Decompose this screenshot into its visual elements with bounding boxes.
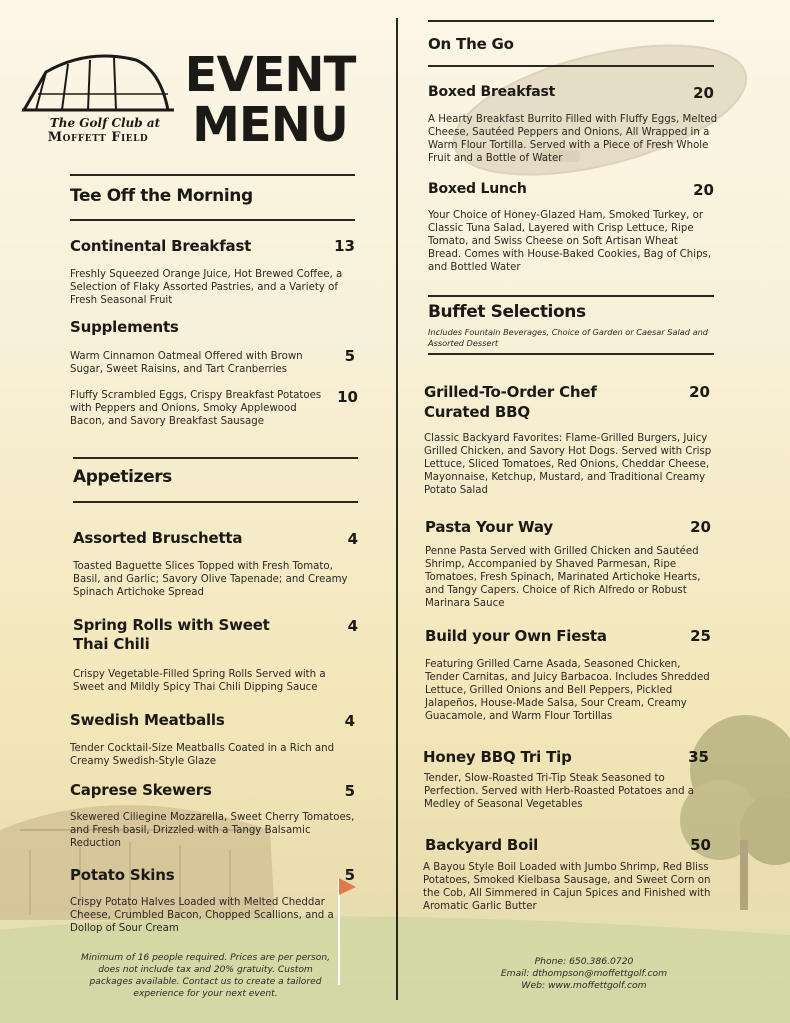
divider: [70, 174, 355, 176]
item-name: Boxed Lunch: [428, 181, 527, 197]
column-divider: [396, 18, 398, 1000]
item-description: Crispy Vegetable-Filled Spring Rolls Served with a Sweet and Mildly Spicy Thai Chili Dipping Sauce: [73, 669, 326, 693]
item-description: A Bayou Style Boil Loaded with Jumbo Shrimp, Red Bliss Potatoes, Smoked Kielbasa Sausage, and Sweet Corn on the Cob, All Simmered in Cajun Spices and Finished with Aromatic Garlic Butter: [423, 862, 711, 912]
item-price: 5: [344, 782, 355, 800]
item-description: Skewered Ciliegine Mozzarella, Sweet Cherry Tomatoes, and Fresh basil, Drizzled with a Tangy Balsamic Reduction: [70, 812, 355, 849]
item-name: Pasta Your Way: [425, 518, 553, 536]
item-description: A Hearty Breakfast Burrito Filled with Fluffy Eggs, Melted Cheese, Sautéed Peppers and Onions, All Wrapped in a Warm Flour Tortilla. Served with a Piece of Fresh Whole Fruit and a Bottle of Water: [428, 114, 718, 164]
item-description: Fluffy Scrambled Eggs, Crispy Breakfast Potatoes with Peppers and Onions, Smoky Applewood Bacon, and Savory Breakfast Sausage: [70, 390, 322, 427]
contact-web[interactable]: Web: www.moffettgolf.com: [521, 980, 647, 991]
item-price: 20: [690, 518, 711, 536]
item-price: 20: [693, 181, 714, 199]
item-price: 35: [688, 748, 709, 766]
item-price: 10: [337, 388, 358, 406]
item-name: Swedish Meatballs: [70, 711, 225, 729]
footer-note: Minimum of 16 people required. Prices are per person, does not include tax and 20% gratuity. Custom packages available. Contact us to create a tailored experience for your next event.: [81, 953, 330, 999]
title-line-2: MENU: [192, 97, 348, 153]
divider: [73, 457, 358, 459]
item-price: 4: [344, 712, 355, 730]
item-description: Tender, Slow-Roasted Tri-Tip Steak Seasoned to Perfection. Served with Herb-Roasted Potatoes and a Medley of Seasonal Vegetables: [424, 773, 695, 810]
item-price: 5: [344, 347, 355, 365]
contact-block: [470, 956, 698, 992]
item-name: Potato Skins: [70, 866, 175, 884]
item-description: Penne Pasta Served with Grilled Chicken and Sautéed Shrimp, Accompanied by Shaved Parmesan, Ripe Tomatoes, Fresh Spinach, Marinated Artichoke Hearts, and Tangy Capers. Choice of Rich Alfredo or Robust Marinara Sauce: [425, 546, 701, 609]
section-title-buffet: Buffet Selections: [428, 302, 586, 322]
item-description: Your Choice of Honey-Glazed Ham, Smoked Turkey, or Classic Tuna Salad, Layered with Crisp Lettuce, Ripe Tomato, and Swiss Cheese on Soft Artisan Wheat Bread. Comes with House-Baked Cookies, Bag of Chips, and Bottled Water: [428, 210, 712, 273]
title-line-1: EVENT: [184, 47, 356, 103]
item-description: Featuring Grilled Carne Asada, Seasoned Chicken, Tender Carnitas, and Juicy Barbacoa. Includes Shredded Lettuce, Grilled Onions and Bell Peppers, Pickled Jalapeños, House-Made Salsa, Sour Cream, Creamy Guacamole, and Warm Flour Tortillas: [425, 659, 710, 722]
item-price: 50: [690, 836, 711, 854]
item-name: Spring Rolls with Sweet Thai Chili: [73, 616, 270, 653]
item-name: Caprese Skewers: [70, 781, 212, 799]
item-description: Warm Cinnamon Oatmeal Offered with Brown Sugar, Sweet Raisins, and Tart Cranberries: [70, 351, 303, 375]
item-description: Classic Backyard Favorites: Flame-Grilled Burgers, Juicy Grilled Chicken, and Savory Hot Dogs. Served with Crisp Lettuce, Sliced Tomatoes, Red Onions, Cheddar Cheese, Mayonnaise, Ketchup, Mustard, and Traditional Creamy Potato Salad: [424, 433, 712, 496]
item-name: Assorted Bruschetta: [73, 529, 243, 547]
item-price: 5: [344, 866, 355, 884]
section-title-morning: Tee Off the Morning: [70, 186, 253, 206]
contact-email[interactable]: Email: dthompson@moffettgolf.com: [500, 968, 668, 979]
buffet-note: Includes Fountain Beverages, Choice of Garden or Caesar Salad and Assorted Dessert: [428, 327, 708, 348]
hangar-logo-icon: [18, 52, 178, 114]
item-name: Continental Breakfast: [70, 237, 252, 255]
supplements-heading: Supplements: [70, 318, 179, 336]
divider: [428, 65, 714, 67]
item-name: Build your Own Fiesta: [425, 627, 607, 645]
item-price: 25: [690, 627, 711, 645]
divider: [428, 295, 714, 297]
item-description: Toasted Baguette Slices Topped with Fresh Tomato, Basil, and Garlic; Savory Olive Tapenade; and Creamy Spinach Artichoke Spread: [73, 561, 348, 598]
item-price: 4: [347, 617, 358, 635]
item-name: Grilled-To-Order Chef Curated BBQ: [424, 383, 597, 421]
item-price: 20: [689, 383, 710, 401]
item-description: Tender Cocktail-Size Meatballs Coated in a Rich and Creamy Swedish-Style Glaze: [70, 743, 335, 767]
item-price: 13: [334, 237, 355, 255]
divider: [428, 20, 714, 22]
contact-phone: Phone: 650.386.0720: [534, 956, 634, 967]
item-price: 20: [693, 84, 714, 102]
item-name: Backyard Boil: [425, 836, 539, 854]
item-name: Honey BBQ Tri Tip: [423, 748, 572, 766]
divider: [73, 501, 358, 503]
logo-line-2: Moffett Field: [47, 130, 149, 145]
club-logo: [18, 52, 178, 147]
item-name: Boxed Breakfast: [428, 84, 556, 100]
item-description: Freshly Squeezed Orange Juice, Hot Brewed Coffee, a Selection of Flaky Assorted Pastries, and a Variety of Fresh Seasonal Fruit: [70, 269, 343, 306]
section-title-appetizers: Appetizers: [73, 467, 172, 487]
page-title: [180, 47, 360, 153]
logo-line-1: The Golf Club at: [49, 116, 161, 130]
divider: [428, 353, 714, 355]
item-price: 4: [347, 530, 358, 548]
section-title-on-the-go: On The Go: [428, 35, 514, 53]
item-description: Crispy Potato Halves Loaded with Melted Cheddar Cheese, Crumbled Bacon, Chopped Scallions, and a Dollop of Sour Cream: [70, 897, 334, 934]
divider: [70, 219, 355, 221]
